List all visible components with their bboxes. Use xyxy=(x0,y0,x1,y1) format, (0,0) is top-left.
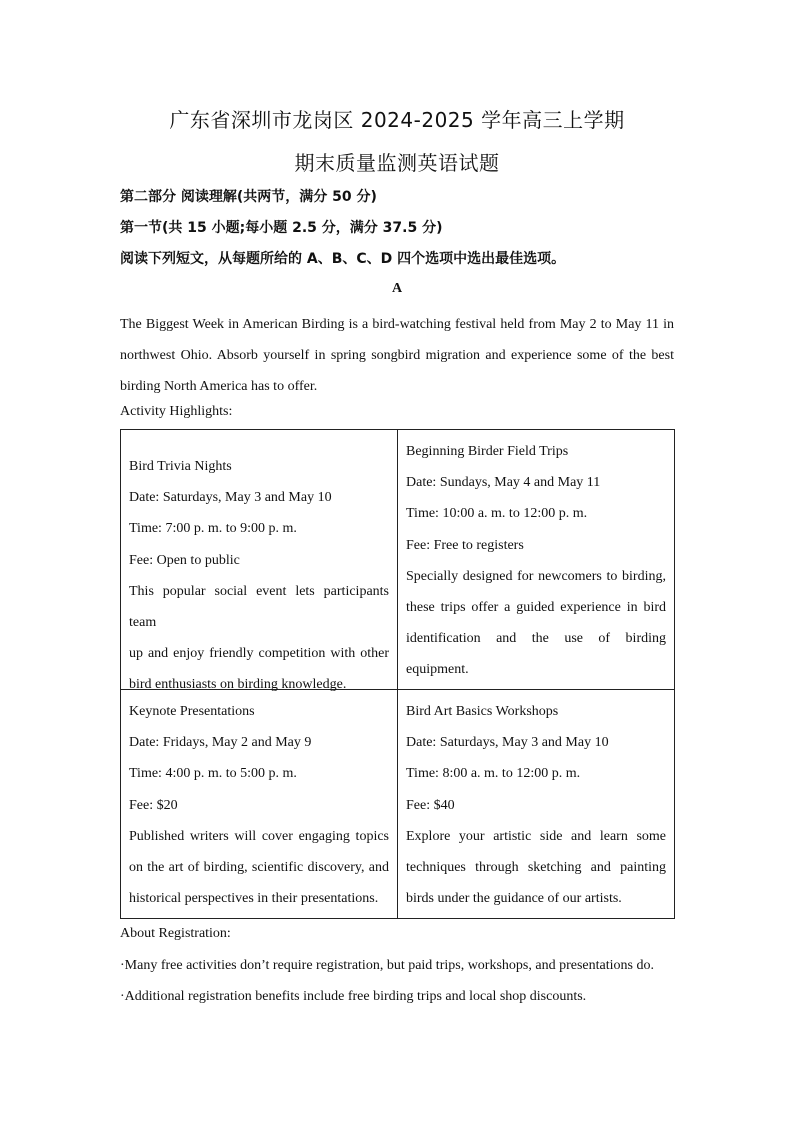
activity-time: Time: 8:00 a. m. to 12:00 p. m. xyxy=(406,766,581,782)
activity-cell xyxy=(121,690,398,919)
description-line: on the art of birding, scientific discovery, and xyxy=(129,860,389,876)
exam-title-line2: 期末质量监测英语试题 xyxy=(294,151,500,175)
description-line: birds under the guidance of our artists. xyxy=(406,891,622,907)
activity-cell xyxy=(121,430,398,693)
activity-date: Date: Fridays, May 2 and May 9 xyxy=(129,735,312,751)
registration-item: ·Additional registration benefits include free birding trips and local shop discounts. xyxy=(120,989,587,1004)
activity-date: Date: Sundays, May 4 and May 11 xyxy=(406,475,601,491)
description-line: equipment. xyxy=(406,662,469,678)
activity-fee: Fee: $20 xyxy=(129,797,178,813)
activity-description xyxy=(129,576,389,701)
passage-label: A xyxy=(391,281,403,296)
table-row xyxy=(121,690,675,919)
subsection-heading: 第一节(共 15 小题;每小题 2.5 分，满分 37.5 分) xyxy=(120,220,443,236)
part-heading: 第二部分 阅读理解(共两节，满分 50 分) xyxy=(120,189,377,205)
activity-name: Keynote Presentations xyxy=(129,704,255,719)
activity-cell xyxy=(398,690,675,919)
activity-name: Bird Trivia Nights xyxy=(129,459,232,474)
activity-cell xyxy=(398,430,675,690)
passage-line: The Biggest Week in American Birding is a bird-watching festival held from May 2 to May 11 in xyxy=(120,317,674,332)
activity-fee: Fee: $40 xyxy=(406,797,455,813)
description-line: these trips offer a guided experience in bird xyxy=(406,600,666,616)
instruction-text: 阅读下列短文，从每题所给的 A、B、C、D 四个选项中选出最佳选项。 xyxy=(120,251,566,267)
activity-name: Bird Art Basics Workshops xyxy=(406,704,559,719)
description-line: up and enjoy friendly competition with other xyxy=(129,646,389,662)
description-line: Specially designed for newcomers to birding, xyxy=(406,568,666,584)
exam-title-line1: 广东省深圳市龙岗区 2024-2025 学年高三上学期 xyxy=(169,108,625,132)
activity-date: Date: Saturdays, May 3 and May 10 xyxy=(406,735,609,751)
activity-highlights-label: Activity Highlights: xyxy=(120,404,233,419)
activity-description xyxy=(406,821,666,915)
activity-time: Time: 10:00 a. m. to 12:00 p. m. xyxy=(406,506,588,522)
activity-time: Time: 7:00 p. m. to 9:00 p. m. xyxy=(129,521,297,537)
description-line: bird enthusiasts on birding knowledge. xyxy=(129,677,347,693)
activity-name: Beginning Birder Field Trips xyxy=(406,444,569,459)
activity-date: Date: Saturdays, May 3 and May 10 xyxy=(129,490,332,506)
registration-item: ·Many free activities don’t require registration, but paid trips, workshops, and presentations do. xyxy=(120,958,654,973)
description-line: Published writers will cover engaging topics xyxy=(129,828,389,844)
description-line: This popular social event lets participants team xyxy=(129,583,389,631)
activity-description xyxy=(129,821,389,915)
activity-fee: Fee: Free to registers xyxy=(406,537,524,553)
passage-line: northwest Ohio. Absorb yourself in spring songbird migration and experience some of the best xyxy=(120,348,674,364)
description-line: Explore your artistic side and learn some xyxy=(406,828,666,844)
table-row xyxy=(121,430,675,690)
registration-title: About Registration: xyxy=(120,926,231,941)
passage-paragraph xyxy=(120,309,674,403)
passage-line: birding North America has to offer. xyxy=(120,379,318,395)
description-line: historical perspectives in their presentations. xyxy=(129,891,379,907)
description-line: techniques through sketching and painting xyxy=(406,860,666,876)
activity-time: Time: 4:00 p. m. to 5:00 p. m. xyxy=(129,766,297,782)
description-line: identification and the use of birding xyxy=(406,631,666,647)
activity-fee: Fee: Open to public xyxy=(129,552,240,568)
activity-table xyxy=(120,429,675,919)
activity-description xyxy=(406,561,666,686)
